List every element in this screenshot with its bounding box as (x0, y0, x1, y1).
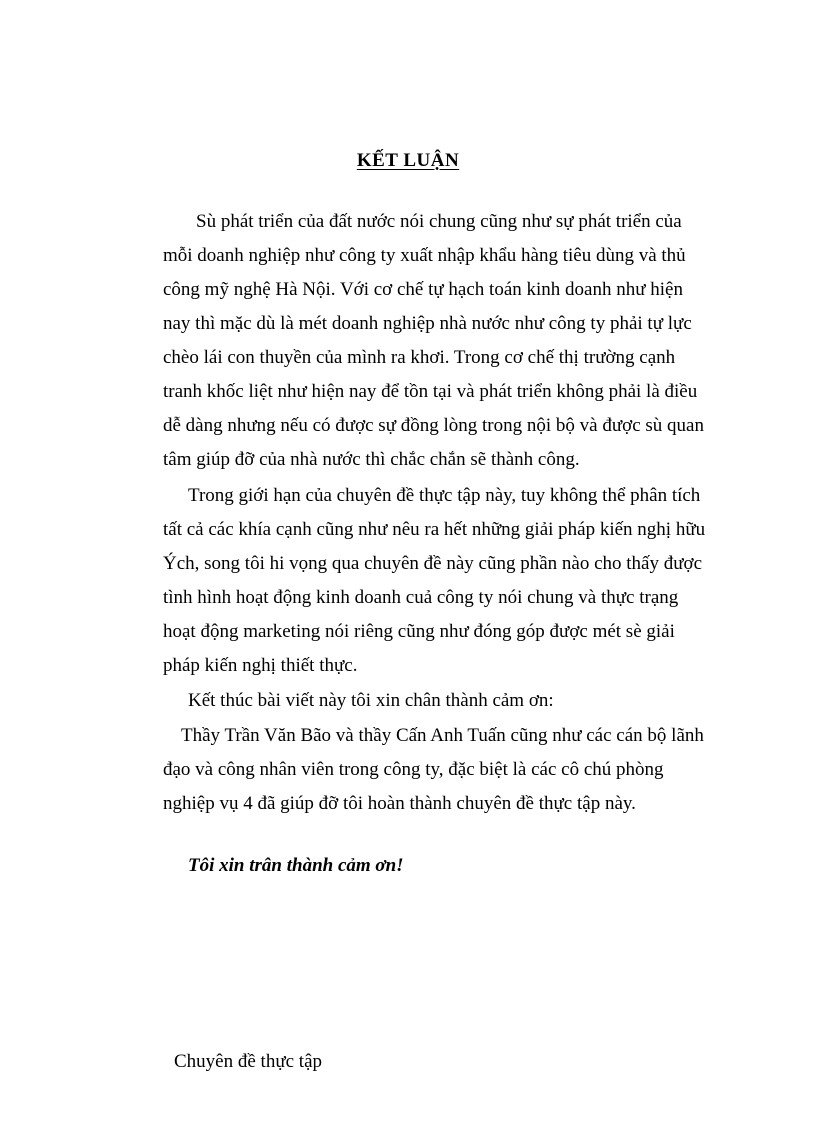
paragraph-3-line-1: Kết thúc bài viết này tôi xin chân thành cảm ơn: (188, 690, 554, 711)
paragraph-1-line-8: tâm giúp đỡ của nhà nước thì chắc chắn sẽ thành công. (163, 449, 580, 470)
closing-thanks: Tôi xin trân thành cảm ơn! (188, 855, 404, 876)
paragraph-2-line-3: Ých, song tôi hi vọng qua chuyên đề này cũng phần nào cho thấy được (163, 553, 703, 574)
paragraph-2-line-4: tình hình hoạt động kinh doanh cuả công ty nói chung và thực trạng (163, 587, 679, 608)
page-title: KẾT LUẬN (356, 150, 460, 171)
paragraph-2-line-1: Trong giới hạn của chuyên đề thực tập này, tuy không thể phân tích (188, 485, 701, 506)
paragraph-1-line-3: công mỹ nghệ Hà Nội. Với cơ chế tự hạch toán kinh doanh như hiện (163, 279, 683, 300)
paragraph-1-line-1: Sù phát triển của đất nước nói chung cũng như sự phát triển của (196, 211, 682, 232)
paragraph-4-line-3: nghiệp vụ 4 đã giúp đỡ tôi hoàn thành chuyên đề thực tập này. (163, 793, 636, 814)
paragraph-1-line-5: chèo lái con thuyền của mình ra khơi. Trong cơ chế thị trường cạnh (163, 347, 676, 368)
paragraph-2-line-5: hoạt động marketing nói riêng cũng như đóng góp được mét sè giải (163, 621, 675, 642)
paragraph-1-line-4: nay thì mặc dù là mét doanh nghiệp nhà nước như công ty phải tự lực (163, 313, 692, 334)
page-footer: Chuyên đề thực tập (174, 1051, 323, 1072)
paragraph-1-line-7: dễ dàng nhưng nếu có được sự đồng lòng trong nội bộ và được sù quan (163, 415, 704, 436)
paragraph-4-line-2: đạo và công nhân viên trong công ty, đặc biệt là các cô chú phòng (163, 759, 664, 780)
paragraph-2-line-6: pháp kiến nghị thiết thực. (163, 655, 358, 676)
paragraph-1-line-6: tranh khốc liệt như hiện nay để tồn tại và phát triển không phải là điều (163, 381, 698, 402)
paragraph-1-line-2: mỗi doanh nghiệp như công ty xuất nhập khẩu hàng tiêu dùng và thủ (163, 245, 686, 266)
paragraph-4-line-1: Thầy Trần Văn Bão và thầy Cấn Anh Tuấn cũng như các cán bộ lãnh (181, 725, 704, 746)
paragraph-2-line-2: tất cả các khía cạnh cũng như nêu ra hết những giải pháp kiến nghị hữu (163, 519, 706, 540)
